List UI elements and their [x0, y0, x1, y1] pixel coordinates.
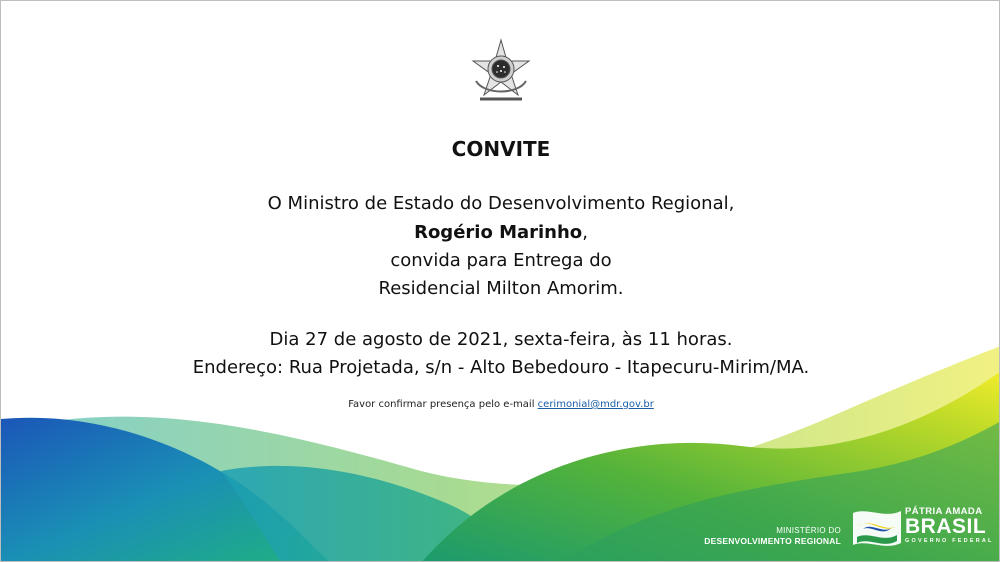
invitation-title: CONVITE — [451, 137, 551, 161]
event-date: Dia 27 de agosto de 2021, sexta-feira, às 11 horas. — [269, 329, 733, 350]
ministry-line1: MINISTÉRIO DO — [776, 526, 841, 535]
event-line: Residencial Milton Amorim. — [378, 278, 624, 299]
brand-name: BRASIL — [905, 515, 987, 538]
rsvp-email-link[interactable]: cerimonial@mdr.gov.br — [537, 399, 654, 410]
host-line: O Ministro de Estado do Desenvolvimento Regional, — [267, 193, 735, 214]
rsvp-note — [1, 399, 1000, 410]
brand-subtitle: GOVERNO FEDERAL — [905, 538, 994, 544]
invite-line: convida para Entrega do — [390, 250, 612, 271]
ministry-logo — [704, 525, 841, 547]
brand-tagline: PÁTRIA AMADA — [905, 506, 983, 517]
ministry-line2: DESENVOLVIMENTO REGIONAL — [704, 536, 841, 546]
brand-logo — [905, 506, 994, 545]
rsvp-text: Favor confirmar presença pelo e-mail — [348, 399, 535, 410]
host-name-line — [1, 222, 1000, 243]
coat-of-arms-of-brazil-icon — [466, 37, 536, 107]
event-address: Endereço: Rua Projetada, s/n - Alto Bebedouro - Itapecuru-Mirim/MA. — [192, 357, 810, 378]
host-name-suffix: , — [582, 222, 588, 243]
brazil-flag-wave-icon — [853, 507, 901, 547]
host-name: Rogério Marinho — [414, 222, 583, 243]
